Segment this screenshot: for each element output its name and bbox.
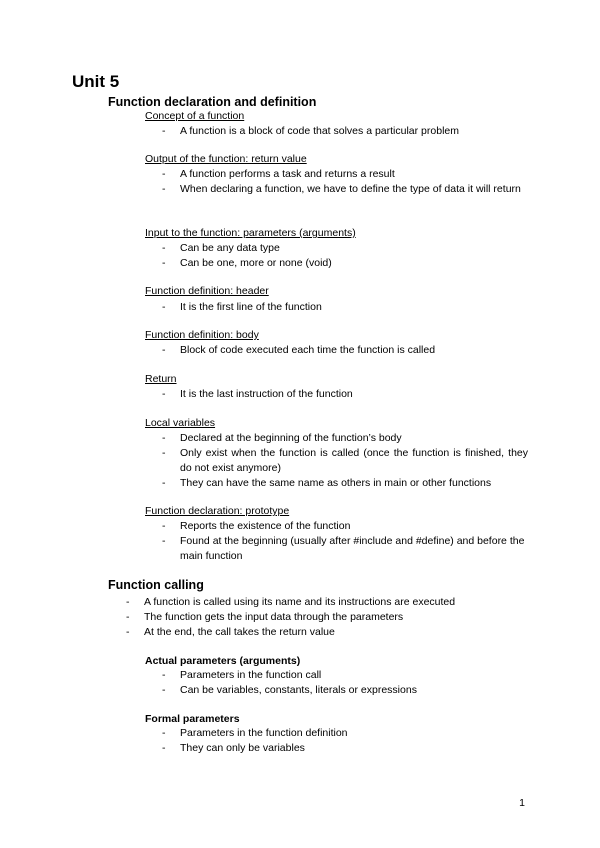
bullet-item: - A function performs a task and returns a result: [162, 167, 528, 182]
page-number: 1: [519, 797, 525, 809]
bullet-item: - A function is called using its name and its instructions are executed: [126, 595, 528, 610]
bullet-item: - Found at the beginning (usually after #include and #define) and before the main function: [162, 534, 528, 564]
bullet-list: [162, 431, 528, 491]
bullet-item: - It is the first line of the function: [162, 300, 528, 315]
bullet-item: - They can have the same name as others in main or other functions: [162, 476, 528, 491]
bullet-list: [162, 387, 528, 402]
subheading-local-variables: Local variables: [145, 417, 216, 429]
bullet-item: - A function is a block of code that solves a particular problem: [162, 124, 528, 139]
bullet-item: - They can only be variables: [162, 741, 528, 756]
unit-title: Unit 5: [72, 72, 120, 91]
bullet-item: - Parameters in the function call: [162, 668, 528, 683]
bullet-list: [162, 343, 528, 358]
bullet-list: [162, 300, 528, 315]
bullet-item: - Declared at the beginning of the function’s body: [162, 431, 528, 446]
subheading-body: Function definition: body: [145, 329, 259, 341]
subheading-formal-parameters: Formal parameters: [145, 713, 240, 725]
bullet-item: - Can be variables, constants, literals or expressions: [162, 683, 528, 698]
subheading-return: Return: [145, 373, 177, 385]
bullet-item: - Block of code executed each time the function is called: [162, 343, 528, 358]
bullet-list: [162, 668, 528, 698]
bullet-list: [162, 167, 528, 197]
bullet-item: - It is the last instruction of the function: [162, 387, 528, 402]
subheading-header: Function definition: header: [145, 285, 269, 297]
bullet-item: - At the end, the call takes the return value: [126, 625, 528, 640]
bullet-item: - Can be one, more or none (void): [162, 256, 528, 271]
section-title-declaration: Function declaration and definition: [108, 95, 317, 109]
bullet-item: - Only exist when the function is called (once the function is finished, they do not exist anymore): [162, 446, 528, 476]
subheading-actual-parameters: Actual parameters (arguments): [145, 655, 301, 667]
bullet-item: - Can be any data type: [162, 241, 528, 256]
section-title-calling: Function calling: [108, 578, 204, 592]
bullet-item: - The function gets the input data through the parameters: [126, 610, 528, 625]
bullet-item: - Parameters in the function definition: [162, 726, 528, 741]
bullet-list: [162, 519, 528, 564]
subheading-prototype: Function declaration: prototype: [145, 505, 290, 517]
bullet-item: - When declaring a function, we have to define the type of data it will return: [162, 182, 528, 197]
bullet-list: [162, 726, 528, 756]
subheading-output: Output of the function: return value: [145, 153, 307, 165]
bullet-list: [126, 595, 528, 640]
bullet-item: - Reports the existence of the function: [162, 519, 528, 534]
subheading-concept: Concept of a function: [145, 110, 245, 122]
bullet-list: [162, 241, 528, 271]
bullet-list: [162, 124, 528, 139]
subheading-input: Input to the function: parameters (arguments): [145, 227, 356, 239]
